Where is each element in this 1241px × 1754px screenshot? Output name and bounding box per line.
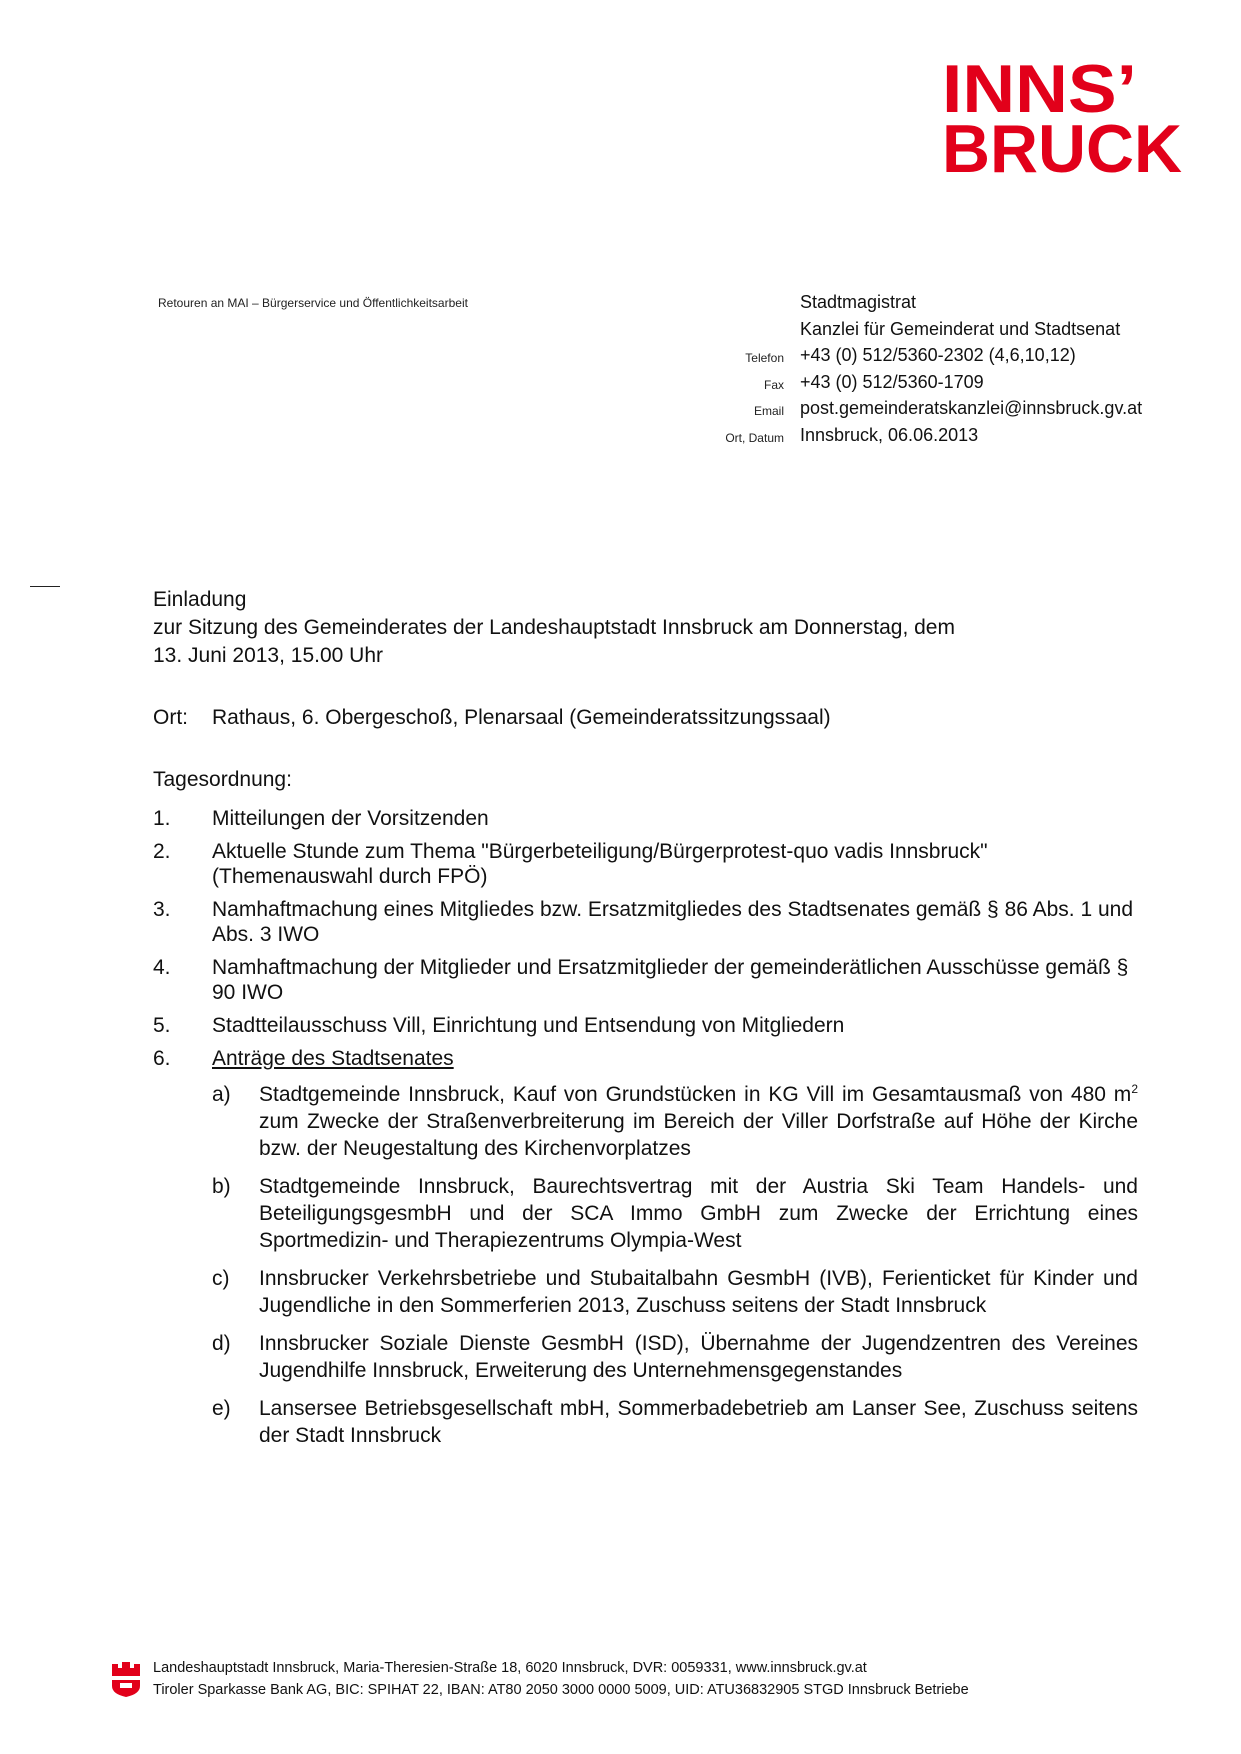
contact-date-row <box>640 425 1220 452</box>
svg-text:BRUCK: BRUCK <box>942 111 1182 180</box>
agenda-item <box>153 1013 1138 1038</box>
agenda-item <box>153 1046 1138 1071</box>
agenda-item-text: Aktuelle Stunde zum Thema "Bürgerbeteiligung/Bürgerprotest-quo vadis Innsbruck" (Themenauswahl durch FPÖ) <box>212 840 988 888</box>
superscript-two: 2 <box>1131 1082 1138 1096</box>
sub-agenda-text <box>259 1081 1138 1162</box>
sub-agenda-item <box>212 1173 1138 1254</box>
sub-agenda-text: Innsbrucker Soziale Dienste GesmbH (ISD), Übernahme der Jugendzentren des Vereines Jugendhilfe Innsbruck, Erweiterung des Unternehmensgegenstandes <box>259 1332 1138 1382</box>
letter-body <box>153 586 1138 1449</box>
contact-org: Stadtmagistrat <box>800 292 917 312</box>
fax-value: +43 (0) 512/5360-1709 <box>800 371 984 392</box>
invitation-heading <box>153 586 1138 670</box>
contact-fax-row <box>640 372 1220 399</box>
agenda-item <box>153 955 1138 1005</box>
sub-agenda-item <box>212 1330 1138 1384</box>
date-label: Ort, Datum <box>725 430 784 445</box>
sub-agenda-text: Innsbrucker Verkehrsbetriebe und Stubaitalbahn GesmbH (IVB), Ferienticket für Kinder und Jugendliche in den Sommerferien 2013, Zuschuss seitens der Stadt Innsbruck <box>259 1267 1138 1317</box>
date-value: Innsbruck, 06.06.2013 <box>800 424 979 445</box>
agenda-item <box>153 839 1138 889</box>
contact-org-row <box>640 292 1220 319</box>
innsbruck-wordmark <box>940 52 1190 180</box>
agenda-item-text: Stadtteilausschuss Vill, Einrichtung und Entsendung von Mitgliedern <box>212 1014 845 1037</box>
sub-agenda-item <box>212 1081 1138 1162</box>
contact-dept-row <box>640 319 1220 346</box>
agenda-item-text: Namhaftmachung der Mitglieder und Ersatzmitglieder der gemeinderätlichen Ausschüsse gemäß § 90 IWO <box>212 956 1129 1004</box>
invitation-subtitle-line-2: 13. Juni 2013, 15.00 Uhr <box>153 644 383 667</box>
sub-agenda-letter: d) <box>212 1332 231 1355</box>
invitation-title: Einladung <box>153 588 247 611</box>
agenda-title: Tagesordnung: <box>153 768 292 791</box>
fold-mark <box>30 586 60 587</box>
return-address: Retouren an MAI – Bürgerservice und Öffentlichkeitsarbeit <box>158 296 468 310</box>
city-crest-icon <box>110 1660 142 1698</box>
location-value: Rathaus, 6. Obergeschoß, Plenarsaal (Gemeinderatssitzungssaal) <box>212 706 831 729</box>
contact-email-row <box>640 398 1220 425</box>
agenda-item-number: 3. <box>153 898 171 921</box>
agenda-item-number: 6. <box>153 1047 171 1070</box>
city-crest-graphic <box>110 1660 142 1698</box>
sub-agenda-letter: c) <box>212 1267 230 1290</box>
agenda-item-number: 1. <box>153 807 171 830</box>
sub-agenda-text-part: Stadtgemeinde Innsbruck, Kauf von Grundstücken in KG Vill im Gesamtausmaß von 480 m <box>259 1083 1132 1106</box>
sub-agenda-letter: a) <box>212 1083 231 1106</box>
footer-address: Landeshauptstadt Innsbruck, Maria-Theresien-Straße 18, 6020 Innsbruck, DVR: 0059331, www.innsbruck.gv.at <box>153 1660 867 1676</box>
phone-value: +43 (0) 512/5360-2302 (4,6,10,12) <box>800 345 1076 365</box>
sub-agenda-letter: b) <box>212 1175 231 1198</box>
agenda-item-text: Namhaftmachung eines Mitgliedes bzw. Ersatzmitgliedes des Stadtsenates gemäß § 86 Abs. 1 und Abs. 3 IWO <box>212 898 1134 946</box>
email-value[interactable]: post.gemeinderatskanzlei@innsbruck.gv.at <box>800 398 1143 418</box>
sub-agenda-list <box>212 1081 1138 1449</box>
contact-phone-row <box>640 345 1220 372</box>
sub-agenda-letter: e) <box>212 1397 231 1420</box>
svg-text:INNS’: INNS’ <box>942 52 1137 127</box>
innsbruck-logo <box>940 52 1190 180</box>
sub-agenda-text: Lansersee Betriebsgesellschaft mbH, Sommerbadebetrieb am Lanser See, Zuschuss seitens der Stadt Innsbruck <box>259 1397 1138 1447</box>
footer <box>110 1658 1210 1706</box>
footer-bank-details: Tiroler Sparkasse Bank AG, BIC: SPIHAT 22, IBAN: AT80 2050 3000 0000 5009, UID: ATU36832905 STGD Innsbruck Betriebe <box>153 1682 969 1698</box>
agenda-item-text: Mitteilungen der Vorsitzenden <box>212 807 489 830</box>
email-label: Email <box>753 404 784 418</box>
sub-agenda-text: Stadtgemeinde Innsbruck, Baurechtsvertrag mit der Austria Ski Team Handels- und BeteiligungsgesmbH und der SCA Immo GmbH zum Zwecke der Errichtung eines Sportmedizin- und Therapiezentrums Olympia-West <box>259 1175 1138 1252</box>
contact-dept: Kanzlei für Gemeinderat und Stadtsenat <box>800 318 1121 339</box>
sub-agenda-item <box>212 1265 1138 1319</box>
phone-label: Telefon <box>745 351 784 365</box>
invitation-subtitle-line-1: zur Sitzung des Gemeinderates der Landeshauptstadt Innsbruck am Donnerstag, dem <box>153 616 955 639</box>
agenda-item-number: 4. <box>153 956 171 979</box>
fax-label: Fax <box>763 377 784 392</box>
agenda-item <box>153 897 1138 947</box>
sub-agenda-item <box>212 1395 1138 1449</box>
contact-block <box>640 292 1220 451</box>
location-label: Ort: <box>153 706 188 729</box>
agenda-item-number: 2. <box>153 840 171 863</box>
agenda-item-text: Anträge des Stadtsenates <box>212 1047 454 1070</box>
agenda-item <box>153 806 1138 831</box>
agenda-item-number: 5. <box>153 1014 171 1037</box>
sub-agenda-text-part: zum Zwecke der Straßenverbreiterung im Bereich der Viller Dorfstraße auf Höhe der Kirche bzw. der Neugestaltung des Kirchenvorplatzes <box>259 1110 1138 1160</box>
location-row <box>153 704 1138 732</box>
